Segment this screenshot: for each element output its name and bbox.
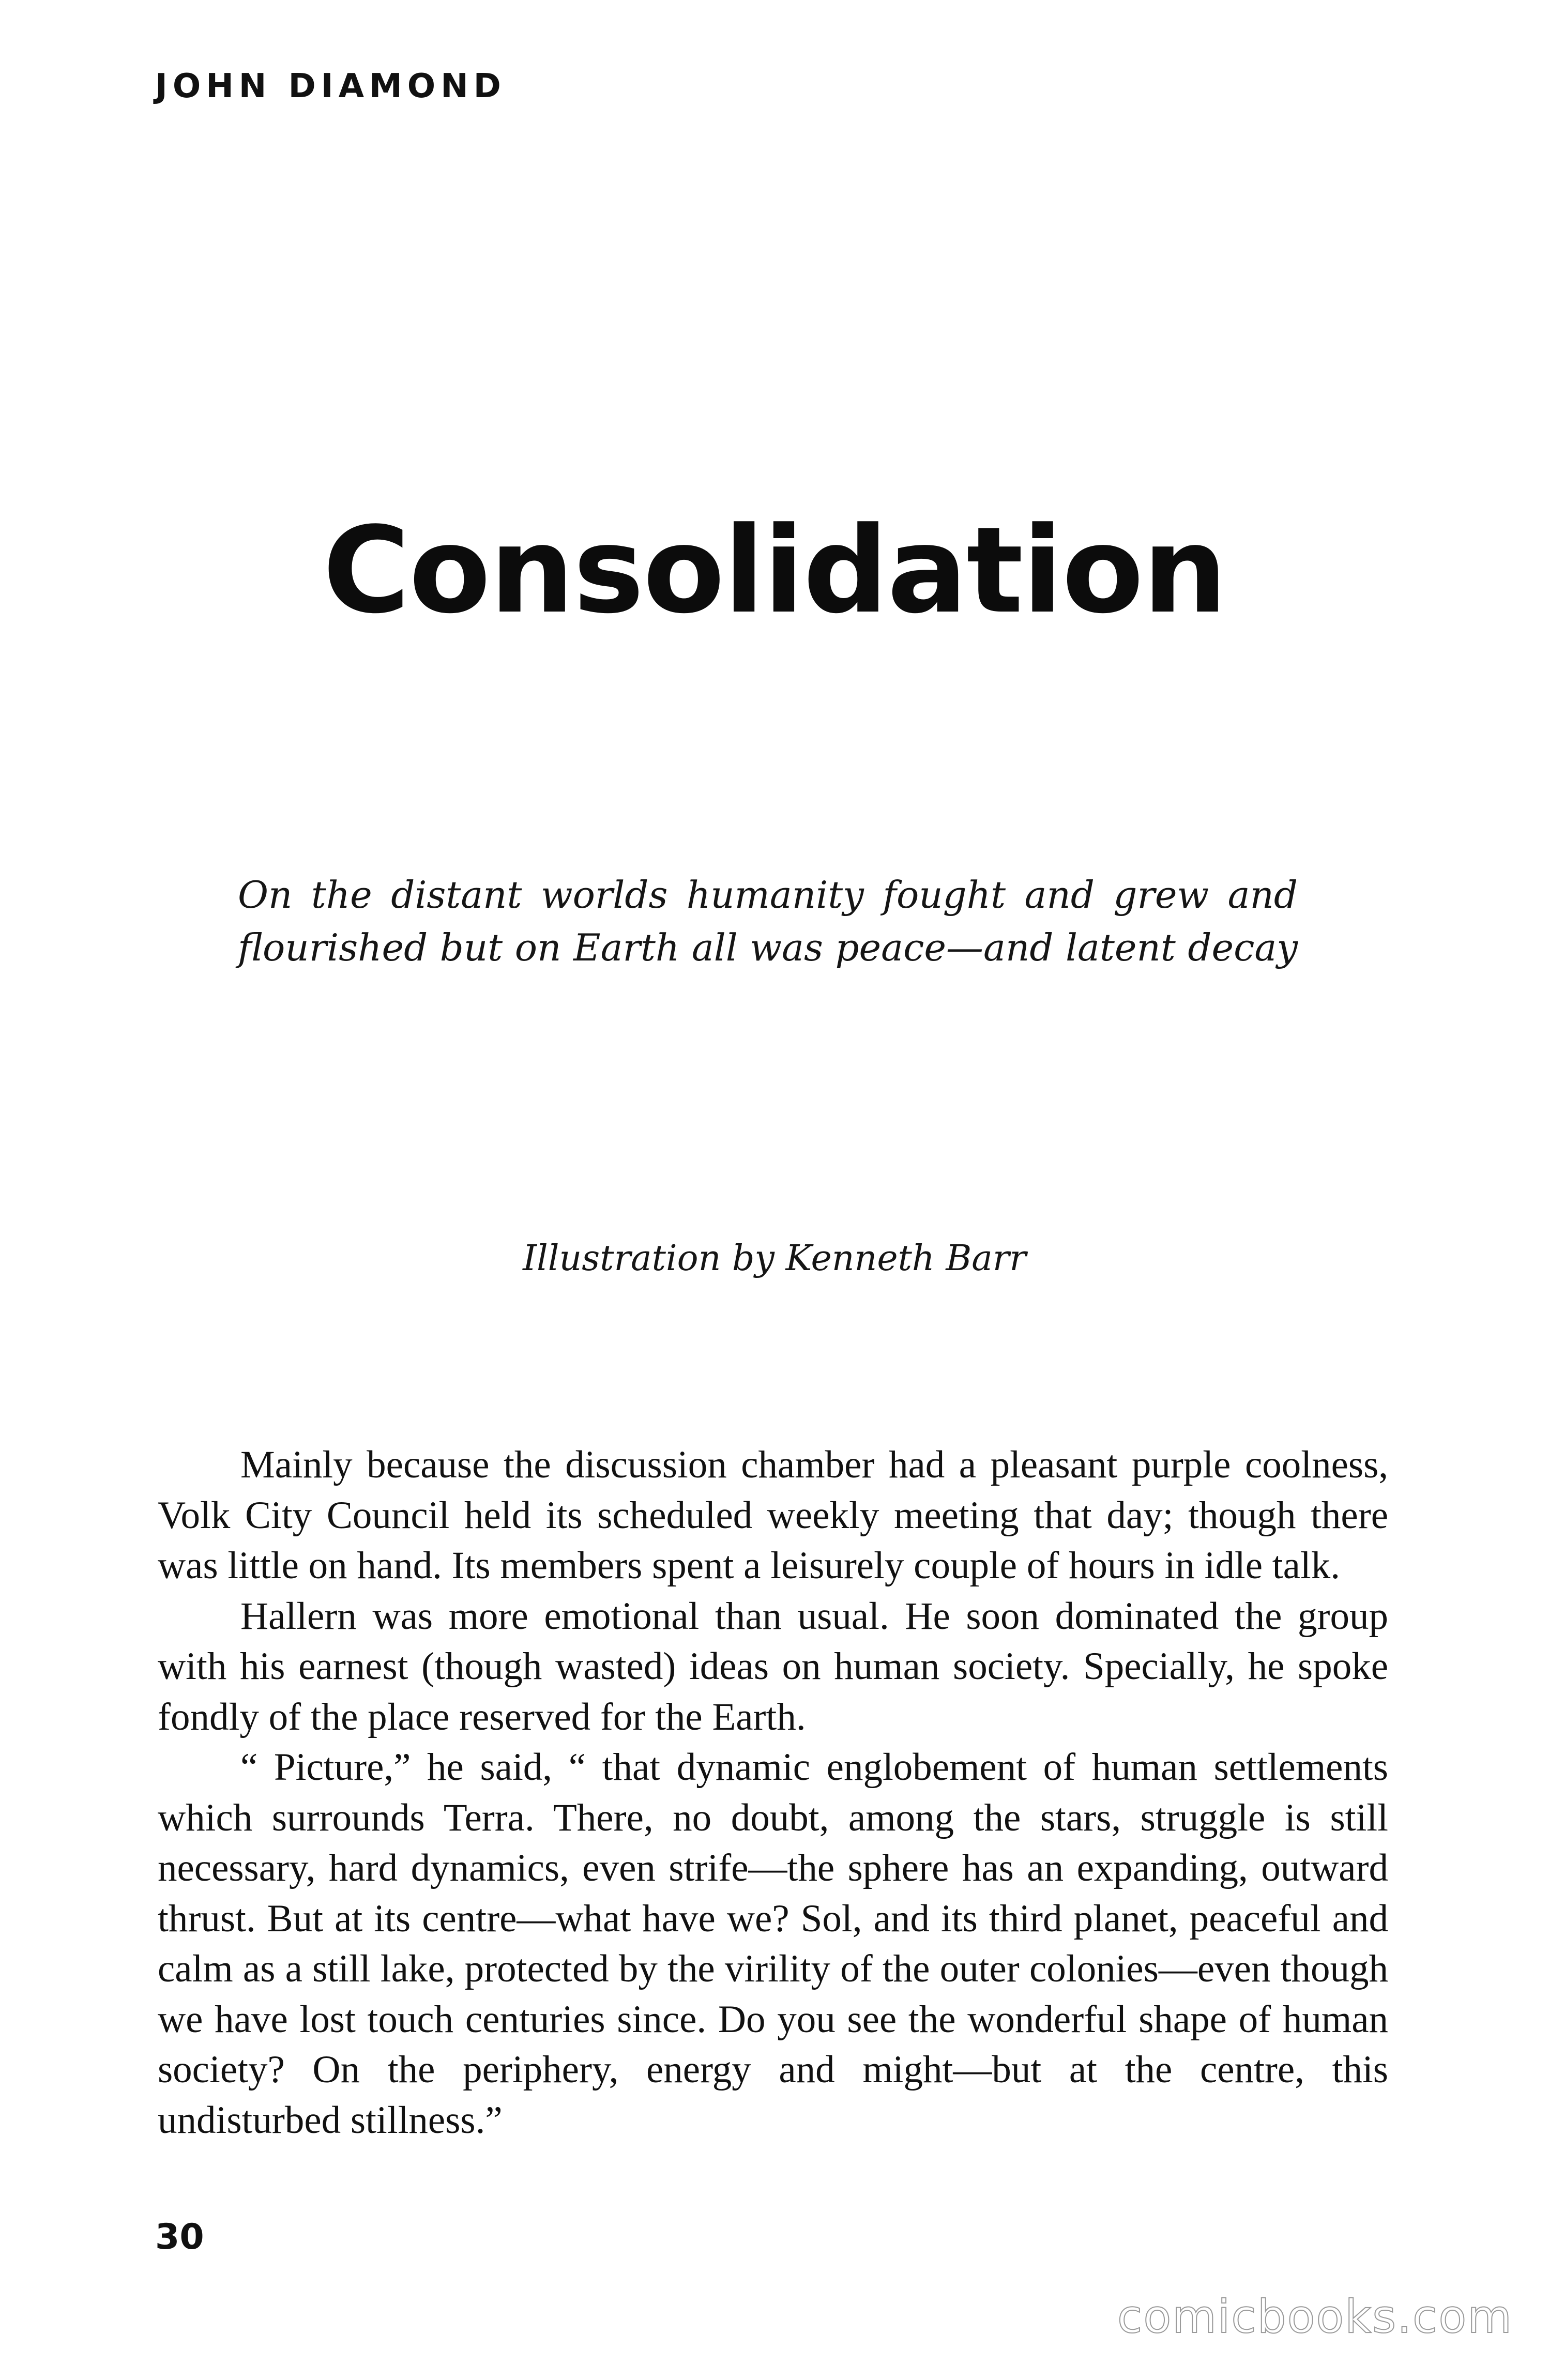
deck-line: flourished but on Earth all was peace—and latent decay — [238, 926, 1298, 969]
story-body — [158, 1440, 1388, 2145]
page-number: 30 — [155, 2217, 204, 2257]
illustration-credit: Illustration by Kenneth Barr — [523, 1238, 1026, 1279]
body-paragraph: Hallern was more emotional than usual. He soon dominated the group with his earnest (though wasted) ideas on human society. Specially, he spoke fondly of the place reserved for the Earth. — [158, 1594, 1388, 1738]
author-name: JOHN DIAMOND — [155, 67, 506, 105]
deck-line: On the distant worlds humanity fought and grew and — [238, 873, 1298, 917]
site-watermark: comicbooks.com — [1117, 2290, 1513, 2343]
body-paragraph: “ Picture,” he said, “ that dynamic englobement of human settlements which surrounds Terra. There, no doubt, among the stars, struggle is still necessary, hard dynamics, even strife—the sphere has an expanding, outward thrust. But at its centre—what have we? Sol, and its third planet, peaceful and calm as a still lake, protected by the virility of the outer colonies—even though we have lost touch centuries since. Do you see the wonderful shape of human society? On the periphery, energy and might—but at the centre, this undisturbed stillness.” — [158, 1746, 1388, 2142]
body-paragraph: Mainly because the discussion chamber had a pleasant purple coolness, Volk City Council held its scheduled weekly meeting that day; though there was little on hand. Its members spent a leisurely couple of hours in idle talk. — [158, 1443, 1388, 1587]
story-deck — [238, 868, 1298, 974]
story-title: Consolidation — [323, 502, 1226, 640]
